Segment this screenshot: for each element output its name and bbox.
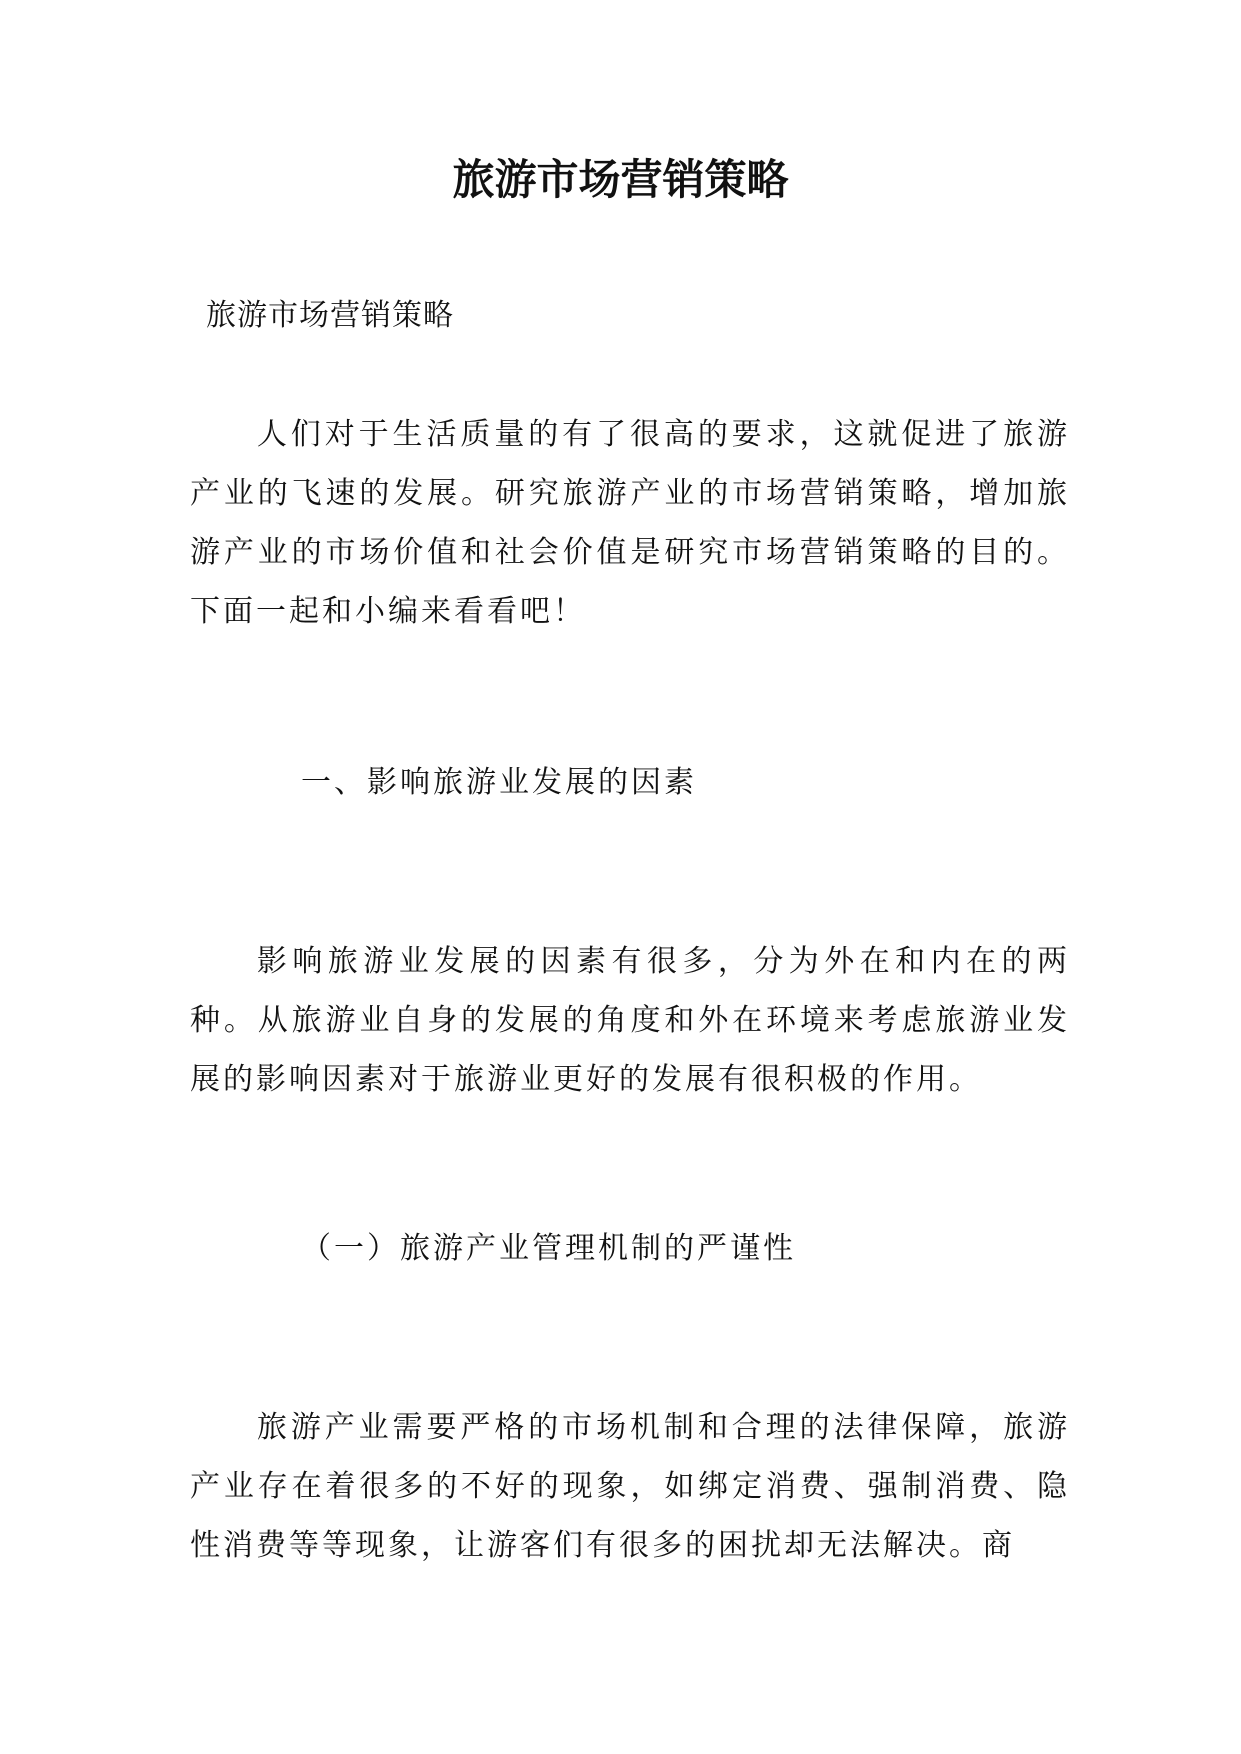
document-title: 旅游市场营销策略 xyxy=(452,155,789,204)
paragraph-intro: 人们对于生活质量的有了很高的要求，这就促进了旅游产业的飞速的发展。研究旅游产业的市场营销策略，增加旅游产业的市场价值和社会价值是研究市场营销策略的目的。下面一起和小编来看看吧！ xyxy=(190,417,1070,629)
section-heading-1: 一、影响旅游业发展的因素 xyxy=(301,765,697,800)
subsection-heading-1: （一）旅游产业管理机制的严谨性 xyxy=(301,1231,796,1266)
document-subtitle: 旅游市场营销策略 xyxy=(206,298,454,333)
paragraph-management: 旅游产业需要严格的市场机制和合理的法律保障，旅游产业存在着很多的不好的现象，如绑定消费、强制消费、隐性消费等等现象，让游客们有很多的困扰却无法解决。商 xyxy=(190,1410,1070,1563)
paragraph-factors: 影响旅游业发展的因素有很多，分为外在和内在的两种。从旅游业自身的发展的角度和外在环境来考虑旅游业发展的影响因素对于旅游业更好的发展有很积极的作用。 xyxy=(190,944,1070,1097)
